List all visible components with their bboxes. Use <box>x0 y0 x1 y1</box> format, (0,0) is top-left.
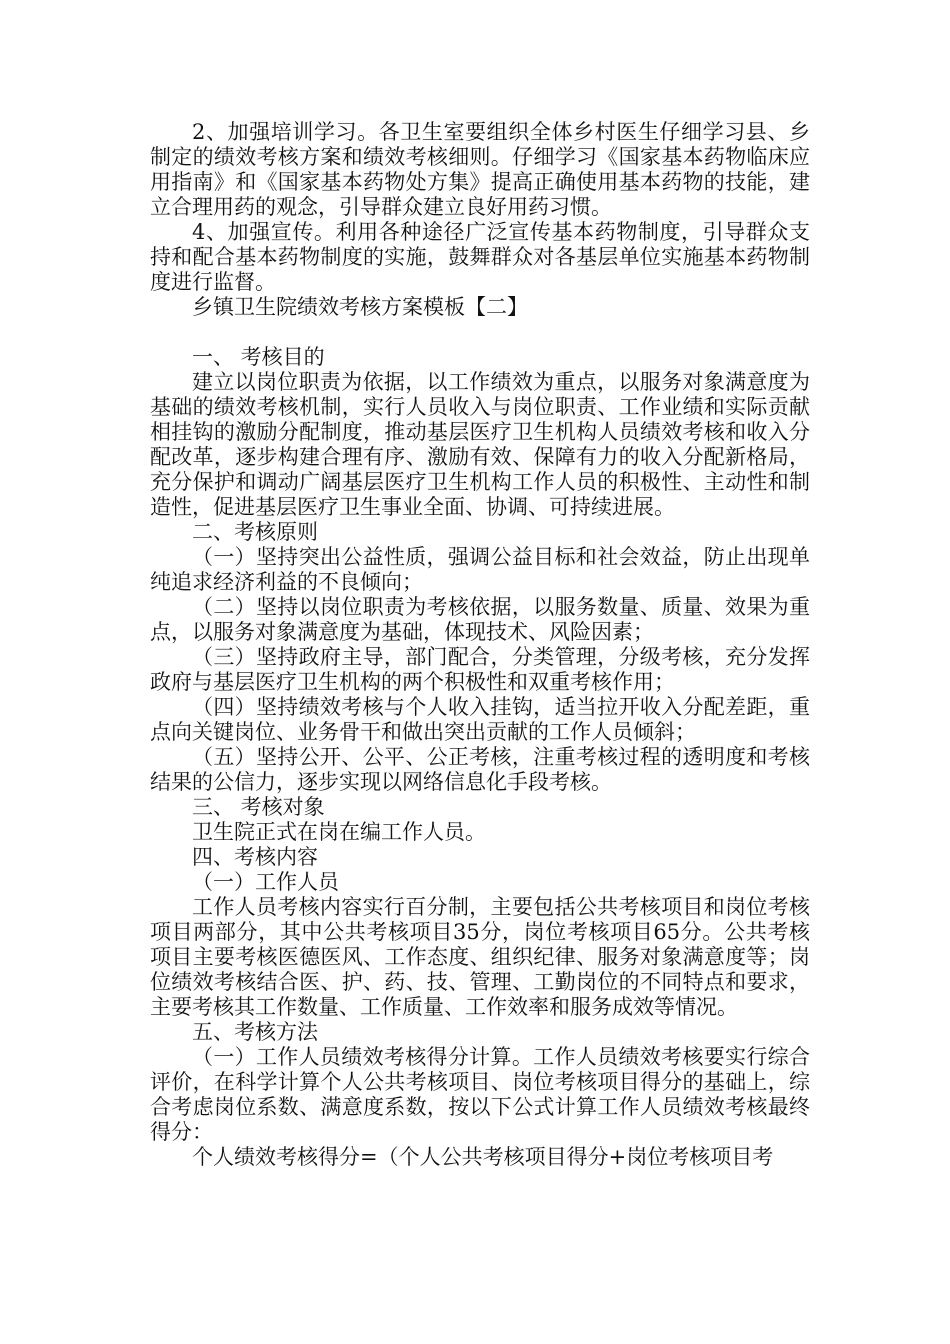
section-title: 乡镇卫生院绩效考核方案模板【二】 <box>192 295 528 319</box>
paragraph-targets: 卫生院正式在岗在编工作人员。 <box>192 820 486 844</box>
principle-5: （五）坚持公开、公平、公正考核，注重考核过程的透明度和考核结果的公信力，逐步实现以网络信息化手段考核。 <box>150 745 810 794</box>
paragraph-purpose: 建立以岗位职责为依据，以工作绩效为重点，以服务对象满意度为基础的绩效考核机制，实行人员收入与岗位职责、工作业绩和实际贡献相挂钩的激励分配制度，推动基层医疗卫生机构人员绩效考核和收入分配改革，逐步构建合理有序、激励有效、保障有力的收入分配新格局，充分保护和调动广阔基层医疗卫生机构工作人员的积极性、主动性和制造性，促进基层医疗卫生事业全面、协调、可持续进展。 <box>150 370 810 519</box>
heading-content: 四、考核内容 <box>192 845 318 869</box>
heading-purpose: 一、 考核目的 <box>192 345 325 369</box>
heading-methods: 五、考核方法 <box>192 1020 318 1044</box>
paragraph-methods: （一）工作人员绩效考核得分计算。工作人员绩效考核要实行综合评价，在科学计算个人公共考核项目、岗位考核项目得分的基础上，综合考虑岗位系数、满意度系数，按以下公式计算工作人员绩效考核最终得分： <box>150 1045 810 1144</box>
heading-principles: 二、考核原则 <box>192 520 318 544</box>
paragraph-formula: 个人绩效考核得分=（个人公共考核项目得分+岗位考核项目考 <box>192 1145 774 1169</box>
paragraph-publicity: 4、加强宣传。利用各种途径广泛宣传基本药物制度，引导群众支持和配合基本药物制度的实施，鼓舞群众对各基层单位实施基本药物制度进行监督。 <box>150 220 810 294</box>
document-page <box>150 120 810 1170</box>
principle-3: （三）坚持政府主导，部门配合，分类管理，分级考核，充分发挥政府与基层医疗卫生机构的两个积极性和双重考核作用； <box>150 645 810 694</box>
subheading-staff: （一）工作人员 <box>192 870 339 894</box>
paragraph-content: 工作人员考核内容实行百分制，主要包括公共考核项目和岗位考核项目两部分，其中公共考核项目35分，岗位考核项目65分。公共考核项目主要考核医德医风、工作态度、组织纪律、服务对象满意度等；岗位绩效考核结合医、护、药、技、管理、工勤岗位的不同特点和要求，主要考核其工作数量、工作质量、工作效率和服务成效等情况。 <box>150 895 810 1019</box>
paragraph-training: 2、加强培训学习。各卫生室要组织全体乡村医生仔细学习县、乡制定的绩效考核方案和绩效考核细则。仔细学习《国家基本药物临床应用指南》和《国家基本药物处方集》提高正确使用基本药物的技能，建立合理用药的观念，引导群众建立良好用药习惯。 <box>150 120 810 219</box>
principle-4: （四）坚持绩效考核与个人收入挂钩，适当拉开收入分配差距，重点向关键岗位、业务骨干和做出突出贡献的工作人员倾斜； <box>150 695 810 744</box>
heading-targets: 三、 考核对象 <box>192 795 325 819</box>
principle-2: （二）坚持以岗位职责为考核依据，以服务数量、质量、效果为重点，以服务对象满意度为基础，体现技术、风险因素； <box>150 595 810 644</box>
principle-1: （一）坚持突出公益性质，强调公益目标和社会效益，防止出现单纯追求经济利益的不良倾向； <box>150 545 810 594</box>
